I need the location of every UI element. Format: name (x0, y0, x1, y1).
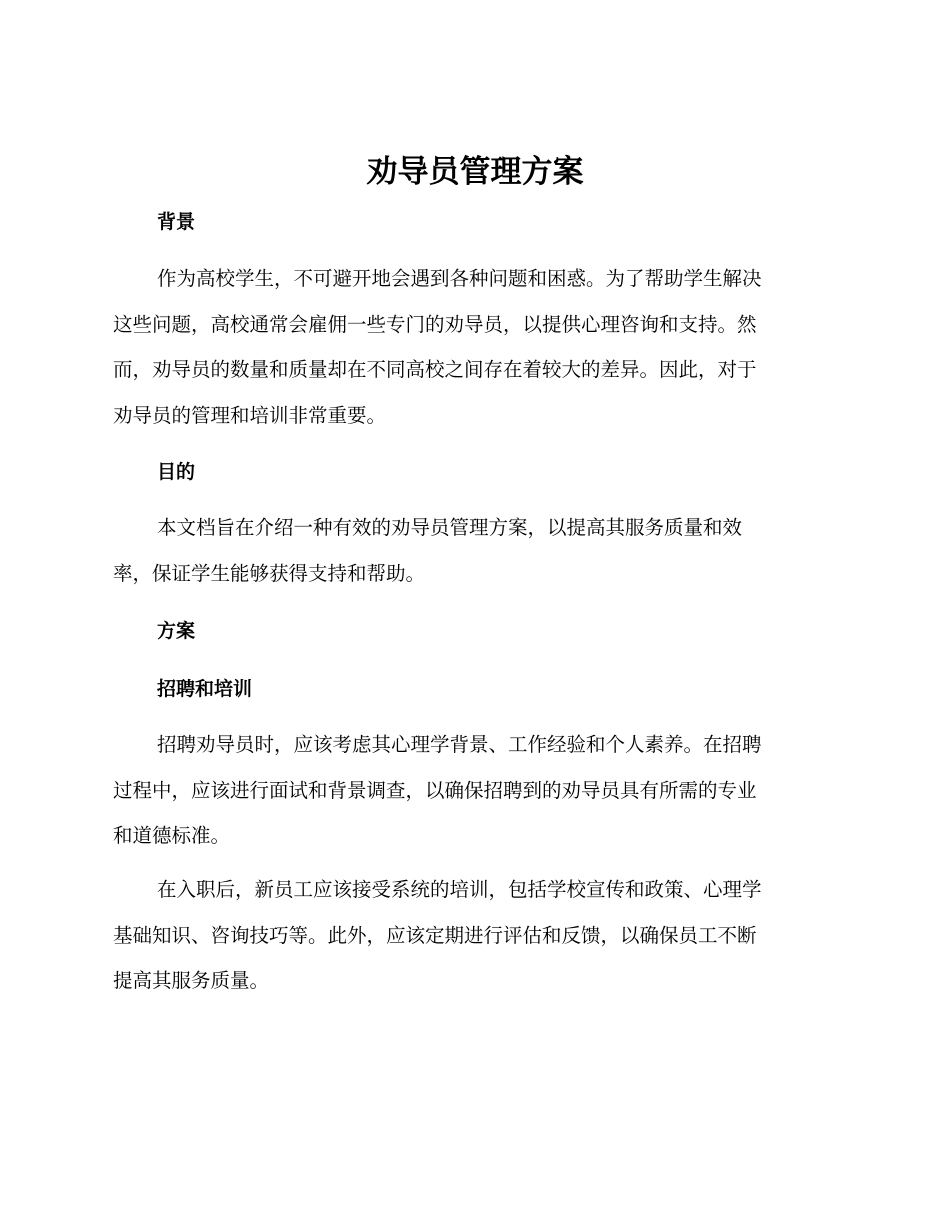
section-heading-plan: 方案 (157, 620, 196, 642)
paragraph-line: 率，保证学生能够获得支持和帮助。 (113, 561, 426, 585)
paragraph-line: 在入职后，新员工应该接受系统的培训，包括学校宣传和政策、心理学 (157, 878, 762, 901)
paragraph-line: 提高其服务质量。 (113, 969, 270, 992)
paragraph-line: 本文档旨在介绍一种有效的劝导员管理方案，以提高其服务质量和效 (157, 516, 743, 539)
paragraph-line: 招聘劝导员时，应该考虑其心理学背景、工作经验和个人素养。在招聘 (157, 733, 762, 756)
purpose-paragraph (113, 505, 833, 596)
paragraph-line: 这些问题，高校通常会雇佣一些专门的劝导员，以提供心理咨询和支持。然 (113, 312, 757, 336)
section-heading-background: 背景 (157, 211, 196, 233)
paragraph-line: 劝导员的管理和培训非常重要。 (113, 403, 387, 427)
paragraph-line: 和道德标准。 (113, 824, 231, 847)
paragraph-line: 过程中，应该进行面试和背景调查，以确保招聘到的劝导员具有所需的专业 (113, 778, 757, 802)
paragraph-line: 作为高校学生，不可避开地会遇到各种问题和困惑。为了帮助学生解决 (157, 267, 762, 290)
paragraph-line: 基础知识、咨询技巧等。此外，应该定期进行评估和反馈，以确保员工不断 (113, 923, 757, 947)
recruitment-paragraph-1 (113, 722, 833, 859)
recruitment-paragraph-2 (113, 867, 833, 1004)
document-title: 劝导员管理方案 (366, 154, 584, 190)
section-heading-purpose: 目的 (157, 461, 196, 483)
paragraph-line: 而，劝导员的数量和质量却在不同高校之间存在着较大的差异。因此，对于 (113, 358, 757, 381)
section-heading-recruitment: 招聘和培训 (157, 678, 253, 700)
background-paragraph (113, 256, 833, 438)
